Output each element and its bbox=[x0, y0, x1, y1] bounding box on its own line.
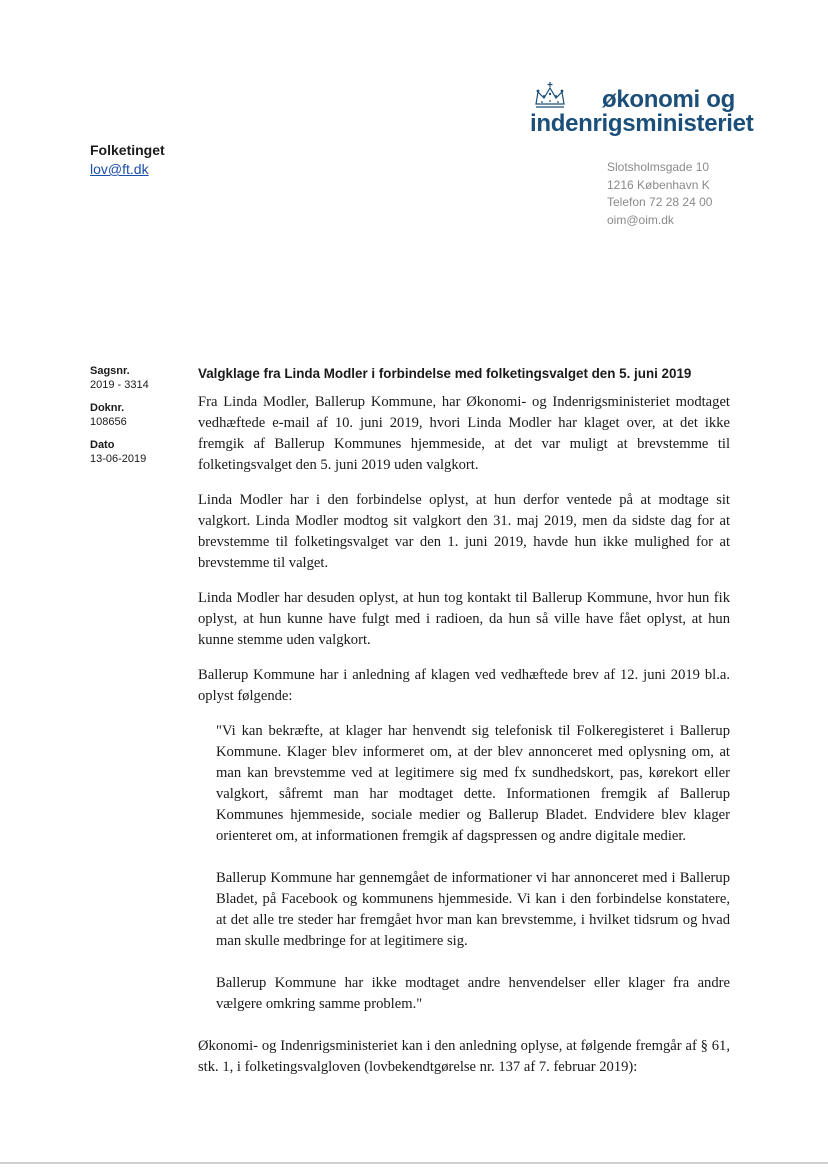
quote-paragraph: "Vi kan bekræfte, at klager har henvendt sig telefonisk til Folkeregisteret i Ballerup Kommune. Klager blev informeret om, at der blev annonceret med oplysning om, at man kan brevstemme ved at legitimere sig med fx sundhedskort, pas, kørekort eller valgkort, såfremt man har modtaget dette. Informationen fremgik af Ballerup Kommunes hjemmeside, sociale medier og Ballerup Bladet. Endvidere blev klager orienteret om, at informationen fremgik af dagspressen og andre digitale medier. bbox=[216, 723, 730, 844]
address-city: 1216 København K bbox=[607, 177, 710, 192]
address-street: Slotsholmsgade 10 bbox=[607, 160, 710, 174]
quoted-statement bbox=[216, 721, 730, 1015]
recipient-block bbox=[90, 141, 165, 179]
recipient-email-link[interactable]: lov@ft.dk bbox=[90, 161, 149, 177]
quote-paragraph: Ballerup Kommune har ikke modtaget andre henvendelser eller klager fra andre vælgere omkring samme problem." bbox=[216, 975, 730, 1012]
letter-subject: Valgklage fra Linda Modler i forbindelse med folketingsvalget den 5. juni 2019 bbox=[198, 366, 692, 381]
document-number-label: Doknr. bbox=[90, 402, 125, 414]
date-label: Dato bbox=[90, 439, 115, 451]
body-paragraph: Fra Linda Modler, Ballerup Kommune, har Økonomi- og Indenrigsministeriet modtaget vedhæftede e-mail af 10. juni 2019, hvori Linda Modler har klaget over, at det ikke fremgik af Ballerup Kommunes hjemmeside, at det var muligt at brevstemme til folketingsvalget den 5. juni 2019 uden valgkort. bbox=[198, 394, 730, 473]
document-date bbox=[90, 439, 149, 466]
case-number-value: 2019 - 3314 bbox=[90, 378, 149, 391]
address-email: oim@oim.dk bbox=[607, 212, 674, 227]
sender-address bbox=[607, 159, 712, 229]
letter-body bbox=[198, 392, 730, 1092]
body-paragraph: Ballerup Kommune har i anledning af klagen ved vedhæftede brev af 12. juni 2019 bl.a. oplyst følgende: bbox=[198, 667, 730, 704]
address-phone: Telefon 72 28 24 00 bbox=[607, 195, 713, 209]
body-paragraph: Linda Modler har desuden oplyst, at hun tog kontakt til Ballerup Kommune, hvor hun fik oplyst, at hun kunne have fulgt med i radioen, da hun så ville have fået oplyst, at hun kunne stemme uden valgkort. bbox=[198, 590, 730, 648]
quote-paragraph: Ballerup Kommune har gennemgået de informationer vi har annonceret med i Ballerup Bladet, på Facebook og kommunens hjemmeside. Vi kan i den forbindelse konstatere, at det alle tre steder har fremgået hvor man kan brevstemme, i hvilket tidsrum og hvad man skulle medbringe for at legitimere sig. bbox=[216, 870, 730, 949]
document-metadata bbox=[90, 365, 149, 476]
page-bottom-edge bbox=[0, 1162, 828, 1164]
document-number-value: 108656 bbox=[90, 415, 127, 428]
ministry-logo bbox=[530, 78, 754, 140]
logo-line-1: økonomi og bbox=[602, 86, 735, 113]
logo-line-2: indenrigsministeriet bbox=[530, 110, 754, 137]
date-value: 13-06-2019 bbox=[90, 452, 147, 465]
document-number bbox=[90, 402, 149, 429]
recipient-name: Folketinget bbox=[90, 142, 165, 158]
case-number bbox=[90, 365, 149, 392]
closing-paragraph: Økonomi- og Indenrigsministeriet kan i den anledning oplyse, at følgende fremgår af § 61, stk. 1, i folketingsvalgloven (lovbekendtgørelse nr. 137 af 7. februar 2019): bbox=[198, 1038, 730, 1075]
crown-icon bbox=[532, 80, 568, 112]
case-number-label: Sagsnr. bbox=[90, 365, 130, 377]
body-paragraph: Linda Modler har i den forbindelse oplyst, at hun derfor ventede på at modtage sit valgkort. Linda Modler modtog sit valgkort den 31. maj 2019, men da sidste dag for at brevstemme til folketingsvalget var den 1. juni 2019, havde hun ikke mulighed for at brevstemme til valget. bbox=[198, 492, 730, 571]
